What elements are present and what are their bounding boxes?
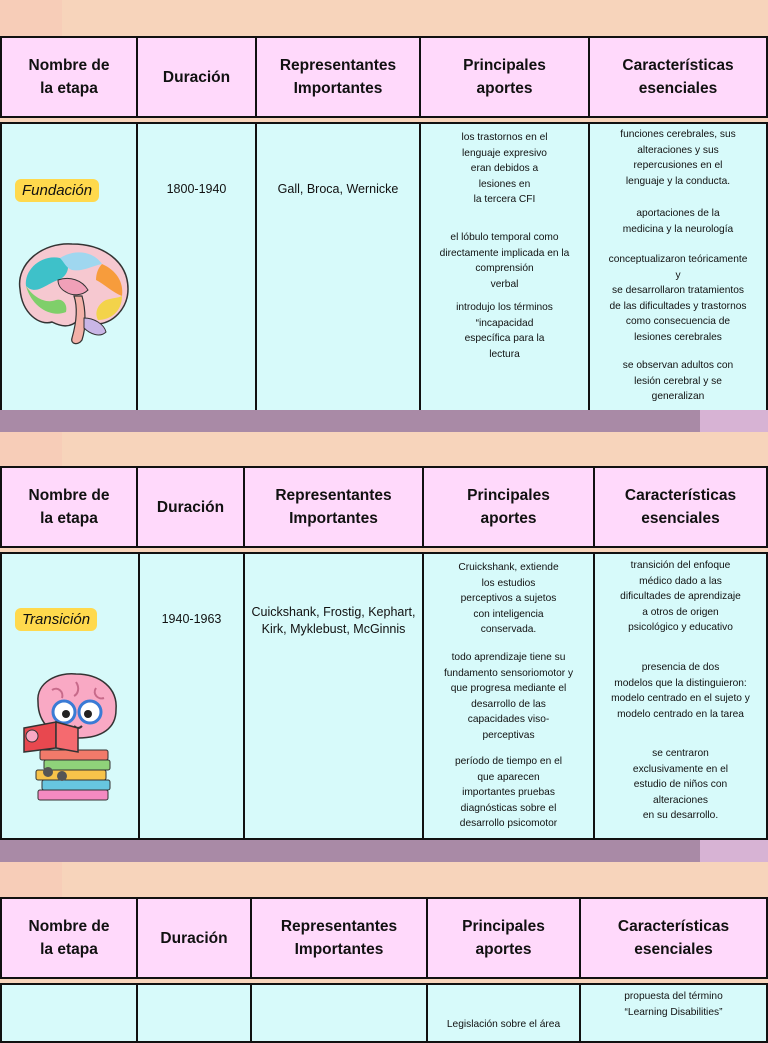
caracteristica-text-1: propuesta del término “Learning Disabilities”: [624, 991, 723, 1018]
cell-caracteristicas: [588, 122, 768, 412]
cell-representantes: [255, 122, 421, 412]
header-aportes: Principales aportes: [426, 897, 581, 979]
cell-duracion: [138, 552, 245, 840]
cell-nombre: [0, 552, 140, 840]
cell-duracion: [136, 122, 257, 412]
cell-aportes: [419, 122, 590, 412]
cell-aportes: [422, 552, 595, 840]
cell-representantes: [243, 552, 424, 840]
aporte-text-1: Cruickshank, extiende los estudios perceptivos a sujetos con inteligencia conservada.: [458, 562, 559, 636]
caracteristica-text-2: presencia de dos modelos que la distinguieron: modelo centrado en el sujeto y modelo centrado en la tarea: [611, 662, 750, 720]
aporte-text-2: todo aprendizaje tiene su fundamento sensoriomotor y que progresa mediante el desarrollo de las capacidades viso- perceptivas: [443, 652, 574, 741]
duration-text: 1940-1963: [161, 612, 222, 626]
caracteristica-text-1: transición del enfoque médico dado a las dificultades de aprendizaje a otros de origen psicológico y educativo: [620, 560, 741, 634]
section-divider: [0, 410, 700, 432]
caracteristica-text-2: aportaciones de la medicina y la neurología: [622, 208, 734, 235]
aporte-text-1: los trastornos en el lenguaje expresivo eran debidos a lesiones en la tercera CFI: [461, 132, 548, 206]
aporte-text-3: período de tiempo en el que aparecen importantes pruebas diagnósticas sobre el desarrollo psicomotor: [454, 756, 563, 830]
left-strip: [0, 0, 62, 36]
header-nombre: Nombre de la etapa: [0, 36, 138, 118]
table-third-stage: [0, 897, 768, 1030]
representatives-text: Gall, Broca, Wernicke: [277, 182, 399, 196]
caracteristica-text-3: conceptualizaron teóricamente y se desarrollaron tratamientos de las dificultades y trastornos como consecuencia de lesiones cerebrales: [608, 254, 748, 343]
header-representantes: Representantes Importantes: [243, 466, 424, 548]
stage-name-tag: Fundación: [15, 179, 99, 202]
left-strip: [0, 430, 62, 466]
aporte-text-2: el lóbulo temporal como directamente implicada en la comprensión verbal: [439, 232, 570, 290]
aporte-text-1: Legislación sobre el área: [446, 1019, 561, 1030]
table-transicion: [0, 466, 768, 840]
caracteristica-text-4: se observan adultos con lesión cerebral y se generalizan: [622, 360, 734, 403]
duration-text: 1800-1940: [166, 182, 227, 196]
section-divider-end: [700, 410, 768, 432]
cell-duracion: [136, 983, 252, 1043]
header-aportes: Principales aportes: [422, 466, 595, 548]
header-caracteristicas: Características esenciales: [593, 466, 768, 548]
header-caracteristicas: Características esenciales: [588, 36, 768, 118]
section-divider: [0, 840, 700, 862]
section-divider-end: [700, 840, 768, 862]
stage-name-tag: Transición: [15, 608, 97, 631]
header-nombre: Nombre de la etapa: [0, 466, 138, 548]
cell-aportes: [426, 983, 581, 1043]
caracteristica-text-1: funciones cerebrales, sus alteraciones y sus repercusiones en el lenguaje y la conducta.: [620, 129, 736, 187]
left-strip: [0, 862, 62, 898]
cell-nombre: [0, 983, 138, 1043]
cell-caracteristicas: [579, 983, 768, 1043]
header-duracion: Duración: [136, 897, 252, 979]
cell-caracteristicas: [593, 552, 768, 840]
table-fundacion: [0, 36, 768, 412]
cell-representantes: [250, 983, 428, 1043]
aporte-text-3: introdujo los términos “incapacidad específica para la lectura: [456, 302, 553, 360]
header-representantes: Representantes Importantes: [255, 36, 421, 118]
header-caracteristicas: Características esenciales: [579, 897, 768, 979]
representatives-text: Cuickshank, Frostig, Kephart, Kirk, Myklebust, McGinnis: [251, 605, 416, 636]
caracteristica-text-3: se centraron exclusivamente en el estudio de niños con alteraciones en su desarrollo.: [632, 748, 729, 822]
header-aportes: Principales aportes: [419, 36, 590, 118]
header-nombre: Nombre de la etapa: [0, 897, 138, 979]
header-duracion: Duración: [136, 466, 245, 548]
brain-reading-books-icon: [18, 672, 128, 804]
brain-anatomy-icon: [12, 234, 134, 349]
cell-nombre: [0, 122, 138, 412]
header-duracion: Duración: [136, 36, 257, 118]
header-representantes: Representantes Importantes: [250, 897, 428, 979]
